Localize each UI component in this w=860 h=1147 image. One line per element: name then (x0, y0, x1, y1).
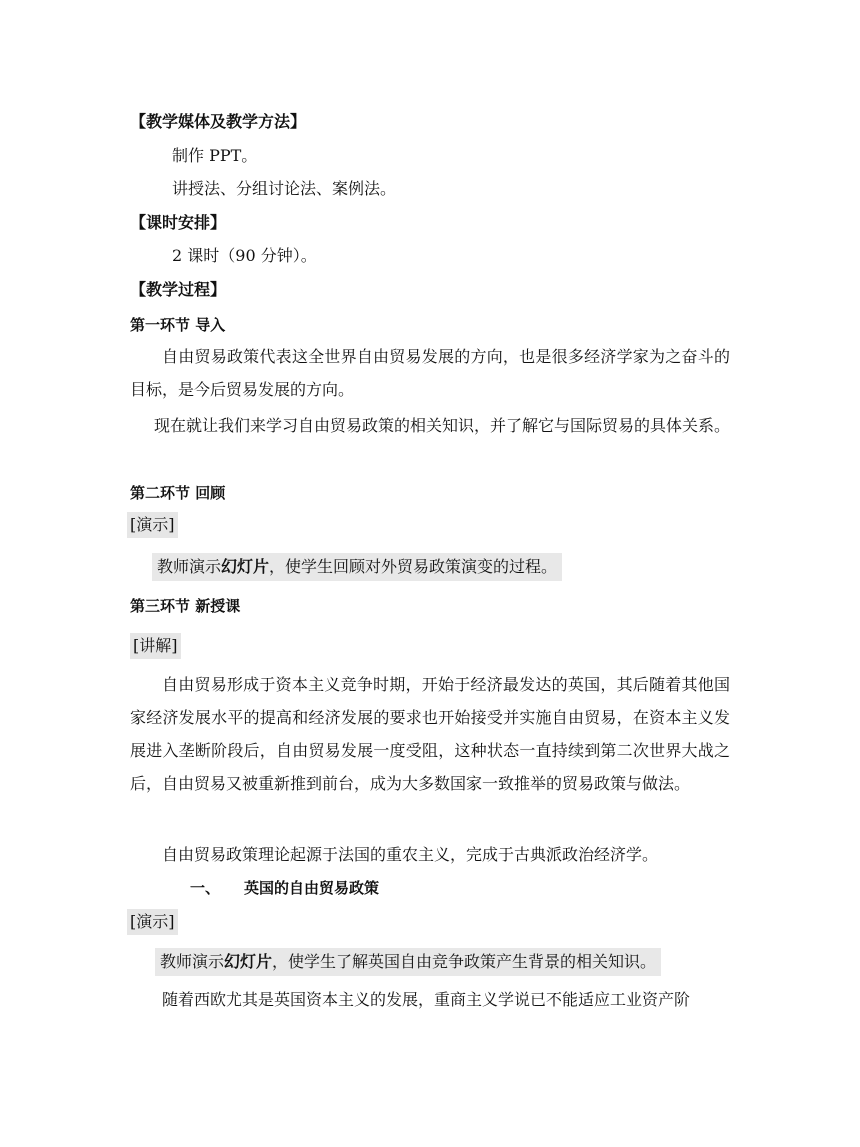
step1-title: 第一环节 导入 (130, 316, 226, 334)
demo1-suffix: ，使学生回顾对外贸易政策演变的过程。 (269, 557, 558, 576)
final-paragraph: 随着西欧尤其是英国资本主义的发展，重商主义学说已不能适应工业资产阶 (162, 990, 691, 1009)
demo1-prefix: 教师演示 (157, 557, 222, 576)
schedule-line: 2 课时（90 分钟）。 (172, 246, 317, 265)
demo-tag-2: [演示] (127, 909, 178, 935)
demo1-bold: 幻灯片 (221, 557, 270, 576)
subsection-1-number: 一、 (190, 879, 221, 897)
demo2-suffix: ，使学生了解英国自由竞争政策产生背景的相关知识。 (272, 952, 657, 971)
step1-paragraph-1: 自由贸易政策代表这全世界自由贸易发展的方向，也是很多经济学家为之奋斗的目标，是今后贸易发展的方向。 (130, 347, 730, 399)
subsection-1-title: 英国的自由贸易政策 (244, 879, 380, 897)
lecture-paragraph-2: 自由贸易政策理论起源于法国的重农主义，完成于古典派政治经济学。 (162, 845, 659, 864)
media-heading: 【教学媒体及教学方法】 (130, 112, 307, 131)
demo2-bold: 幻灯片 (224, 952, 273, 971)
process-heading: 【教学过程】 (130, 280, 227, 299)
demo-tag-1: [演示] (127, 512, 178, 538)
media-line-ppt: 制作 PPT。 (172, 146, 258, 165)
demo-box-2 (155, 948, 661, 976)
schedule-heading: 【课时安排】 (130, 213, 227, 232)
step1-paragraph-2: 现在就让我们来学习自由贸易政策的相关知识，并了解它与国际贸易的具体关系。 (154, 416, 731, 435)
step2-title: 第二环节 回顾 (130, 484, 226, 502)
demo-box-1 (152, 553, 562, 581)
lecture-tag: [讲解] (130, 633, 181, 659)
media-line-methods: 讲授法、分组讨论法、案例法。 (172, 179, 397, 198)
demo2-prefix: 教师演示 (160, 952, 225, 971)
lecture-paragraph-1: 自由贸易形成于资本主义竞争时期，开始于经济最发达的英国，其后随着其他国家经济发展水平的提高和经济发展的要求也开始接受并实施自由贸易，在资本主义发展进入垄断阶段后，自由贸易发展一度受阻，这种状态一直持续到第二次世界大战之后，自由贸易又被重新推到前台，成为大多数国家一致推举的贸易政策与做法。 (130, 675, 730, 793)
step3-title: 第三环节 新授课 (130, 597, 241, 615)
